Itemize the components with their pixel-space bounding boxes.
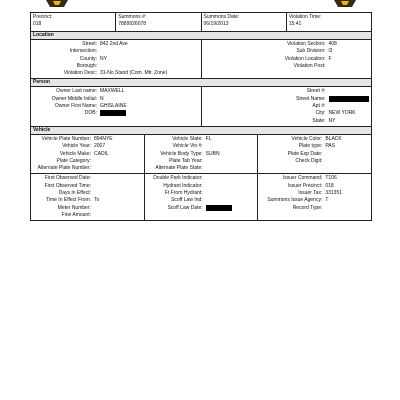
summons-number-value: 7889926078	[118, 21, 147, 27]
city-label: City:	[315, 110, 326, 117]
field-row	[145, 183, 258, 190]
field-row	[258, 190, 371, 197]
issuer-column-3	[258, 174, 371, 220]
vehicle-section-title: Vehicle	[31, 127, 371, 135]
county-label: County:	[79, 55, 97, 62]
vehicle-column-3	[258, 135, 371, 173]
violation-desc-value: 31-No Stand (Com. Mtr. Zone)	[100, 70, 168, 77]
field-row	[31, 70, 201, 77]
precinct-label: Precinct:	[33, 14, 53, 20]
vehicle-make-value: CADIL	[94, 150, 109, 157]
summons-date-cell	[202, 13, 287, 31]
vehicle-year-label: Vehicle Year:	[62, 143, 91, 150]
field-row	[31, 151, 144, 158]
scoff-law-date-label: Scoff Law Date:	[167, 204, 203, 211]
time-in-effect-to-label: To	[94, 197, 100, 204]
field-row	[145, 197, 258, 204]
precinct-cell	[31, 13, 116, 31]
state-value: NY	[328, 117, 336, 124]
plate-number-label: Vehicle Plate Number:	[41, 135, 91, 142]
field-row	[145, 143, 258, 150]
indicator-column-2	[145, 174, 259, 220]
field-row	[31, 88, 201, 95]
field-row	[31, 48, 201, 55]
plate-tab-year-label: Plate Tab Year:	[169, 157, 203, 164]
field-row	[31, 165, 144, 172]
field-row	[202, 48, 372, 55]
issuer-tax-value: 331351	[325, 190, 343, 197]
field-row	[202, 88, 372, 95]
field-row	[258, 143, 371, 150]
summons-date-value: 06/19/2013	[203, 21, 229, 27]
field-row	[258, 158, 371, 165]
street-name-label: Street Name:	[296, 95, 326, 102]
vehicle-column-2	[145, 135, 259, 173]
street-number-label: Street #:	[306, 88, 326, 95]
city-value: NEW YORK	[328, 110, 356, 117]
summons-number-label: Summons #:	[118, 14, 147, 20]
plate-type-label: Plate type:	[298, 143, 323, 150]
vehicle-color-label: Vehicle Color:	[291, 135, 323, 142]
owner-first-name-value: GHISLAINE	[100, 103, 127, 110]
person-left-column	[31, 87, 202, 125]
field-row	[31, 103, 201, 110]
location-right-column	[202, 40, 372, 78]
summons-number-cell	[116, 13, 201, 31]
double-park-indicator-label: Double Park Indicator:	[153, 175, 203, 182]
field-row	[258, 197, 371, 204]
field-row	[145, 136, 258, 143]
alternate-plate-state-label: Alternate Plate State:	[155, 165, 203, 172]
borough-label: Borough:	[76, 62, 97, 69]
owner-last-name-value: MAXWELL	[100, 88, 125, 95]
plate-type-value: PAS	[325, 143, 335, 150]
street-label: Street:	[82, 41, 97, 47]
issuer-precinct-label: Issuer Precinct:	[287, 182, 323, 189]
ft-from-hydrant-label: Ft From Hydrant:	[164, 190, 203, 197]
vehicle-column-1	[31, 135, 145, 173]
vehicle-body-type-value: SUBN	[205, 150, 220, 157]
field-row	[31, 175, 144, 182]
record-type-label: Record Type:	[292, 204, 323, 211]
field-row	[202, 41, 372, 48]
first-observed-date-label: First Observed Date:	[44, 175, 91, 182]
summons-issue-agency-label: Summons Issue Agency:	[267, 197, 323, 204]
street-name-redaction	[329, 96, 369, 102]
field-row	[145, 190, 258, 197]
location-section	[31, 40, 371, 79]
precinct-value: 018	[33, 21, 42, 27]
field-row	[31, 158, 144, 165]
field-row	[258, 183, 371, 190]
vehicle-state-value: FL	[205, 135, 212, 142]
field-row	[202, 103, 372, 110]
summons-form	[30, 12, 372, 221]
hydrant-indicator-label: Hydrant Indicator:	[163, 182, 203, 189]
person-right-column	[202, 87, 372, 125]
field-row	[145, 175, 258, 182]
field-row	[202, 110, 372, 117]
violation-section-label: Violation Section:	[286, 41, 326, 47]
owner-last-name-label: Owner Last name:	[56, 88, 97, 95]
violation-section-value: 408	[328, 41, 337, 47]
issuer-command-label: Issuer Command:	[282, 175, 323, 182]
field-row	[145, 158, 258, 165]
field-row	[202, 118, 372, 125]
city-seal-left-logo	[44, 0, 70, 8]
summons-issue-agency-value: T	[325, 197, 329, 204]
field-row	[31, 205, 144, 212]
field-row	[31, 143, 144, 150]
plate-exp-date-label: Plate Exp Date:	[287, 150, 323, 157]
first-observed-time-label: First Observed Time:	[44, 182, 91, 189]
field-row	[31, 136, 144, 143]
field-row	[258, 151, 371, 158]
violation-desc-label: Violation Desc:	[63, 70, 97, 77]
state-label: State:	[312, 117, 326, 124]
issuer-precinct-value: 018	[325, 182, 334, 189]
field-row	[31, 183, 144, 190]
field-row	[258, 205, 371, 212]
vehicle-body-type-label: Vehicle Body Type:	[160, 150, 203, 157]
observation-issuer-section	[31, 174, 371, 220]
observation-column-1	[31, 174, 145, 220]
vehicle-make-label: Vehicle Make:	[59, 150, 91, 157]
summons-header	[31, 13, 371, 32]
field-row	[31, 110, 201, 117]
field-row	[31, 197, 144, 204]
owner-middle-initial-value: N	[100, 95, 104, 102]
field-row	[145, 205, 258, 212]
field-row	[31, 212, 144, 219]
owner-middle-initial-label: Owner Middle Initial:	[51, 95, 97, 102]
vehicle-color-value: BLACK	[325, 135, 342, 142]
sub-division-value: l3	[328, 48, 333, 55]
field-row	[145, 165, 258, 172]
field-row	[145, 151, 258, 158]
plate-category-label: Plate Category:	[56, 157, 91, 164]
person-section	[31, 87, 371, 126]
dob-redaction	[100, 110, 126, 116]
field-row	[31, 96, 201, 103]
alternate-plate-number-label: Alternate Plate Number:	[37, 165, 91, 172]
sub-division-label: Sub Division:	[296, 48, 326, 55]
issuer-tax-label: Issuer Tax:	[298, 190, 323, 197]
violation-time-label: Violation Time:	[288, 14, 322, 20]
days-in-effect-label: Days In Effect:	[58, 190, 91, 197]
field-row	[202, 56, 372, 63]
issuer-command-value: T106	[325, 175, 337, 182]
fine-amount-label: Fine Amount:	[61, 211, 91, 218]
violation-location-label: Violation Location:	[284, 55, 326, 62]
field-row	[31, 41, 201, 48]
violation-time-cell	[287, 13, 371, 31]
violation-time-value: 15:41	[288, 21, 302, 27]
field-row	[202, 63, 372, 70]
street-value: 842 2nd Ave	[100, 41, 128, 47]
location-left-column	[31, 40, 202, 78]
vehicle-year-value: 2007	[94, 143, 106, 150]
location-section-title: Location	[31, 32, 371, 40]
city-seal-right-logo	[332, 0, 358, 8]
meter-number-label: Meter Number:	[57, 204, 91, 211]
person-section-title: Person	[31, 79, 371, 87]
field-row	[31, 190, 144, 197]
summons-date-label: Summons Date:	[203, 14, 240, 20]
vehicle-vin-label: Vehicle Vin #:	[172, 143, 203, 150]
field-row	[31, 63, 201, 70]
violation-location-value: F	[328, 55, 332, 62]
owner-first-name-label: Owner First Name:	[55, 103, 97, 110]
intersection-label: Intersection:	[69, 48, 97, 55]
plate-number-value: 894NYE	[94, 135, 113, 142]
vehicle-state-label: Vehicle State:	[172, 135, 203, 142]
scoff-law-ind-label: Scoff Law Ind:	[171, 197, 203, 204]
county-value: NY	[100, 55, 107, 62]
check-digit-label: Check Digit:	[295, 157, 323, 164]
dob-label: DOB:	[84, 110, 97, 117]
field-row	[31, 56, 201, 63]
field-row	[202, 96, 372, 103]
field-row	[258, 175, 371, 182]
violation-post-label: Violation Post:	[293, 62, 326, 69]
apt-number-label: Apt #:	[312, 103, 326, 110]
scoff-law-date-redaction	[206, 205, 232, 211]
vehicle-section	[31, 135, 371, 174]
time-in-effect-from-label: Time In Effect From:	[45, 197, 91, 204]
field-row	[258, 136, 371, 143]
